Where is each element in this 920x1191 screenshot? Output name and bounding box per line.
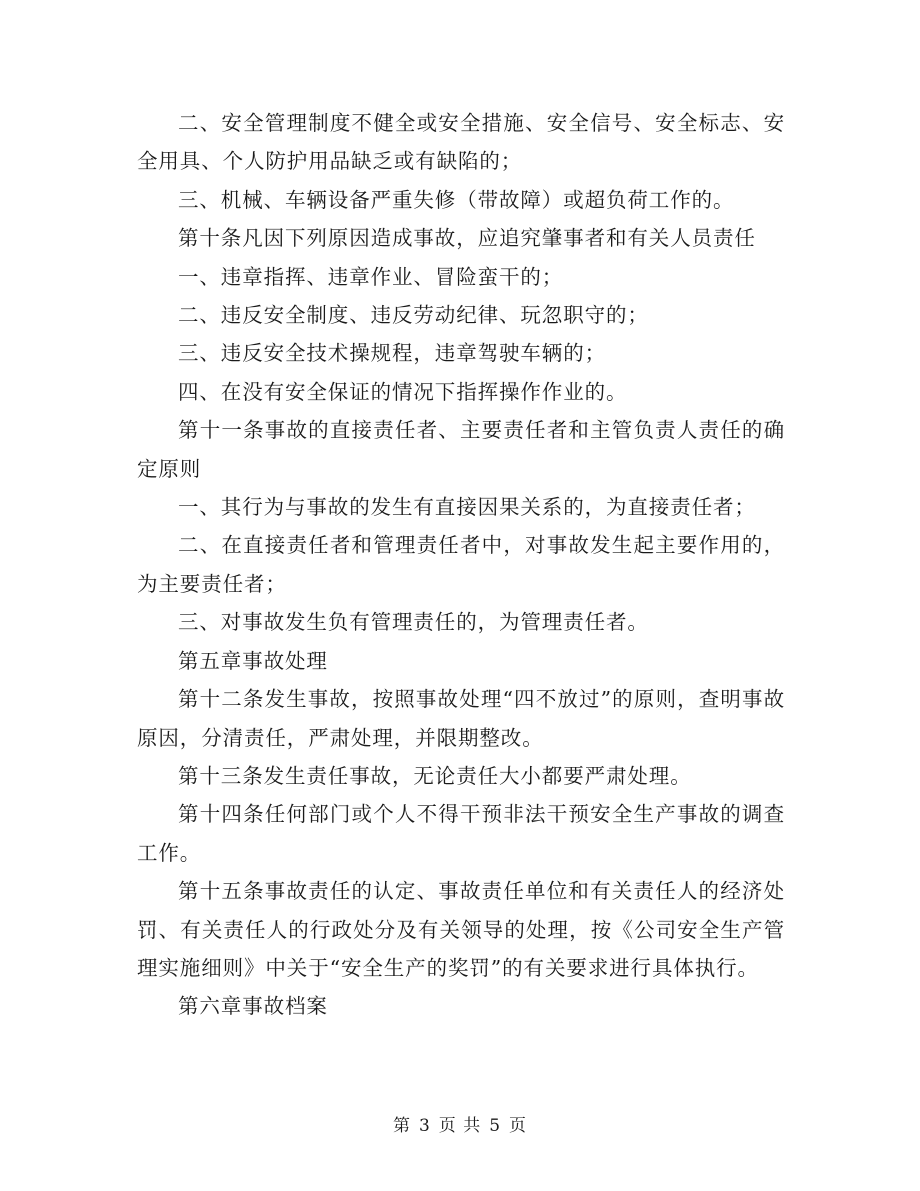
paragraph: 第十四条任何部门或个人不得干预非法干预安全生产事故的调查工作。 xyxy=(137,802,785,865)
paragraph: 第十二条发生事故，按照事故处理“四不放过”的原则，查明事故原因，分清责任，严肃处理，并限期整改。 xyxy=(137,687,785,750)
paragraph: 二、在直接责任者和管理责任者中，对事故发生起主要作用的，为主要责任者； xyxy=(137,533,785,596)
page-number-footer xyxy=(0,1111,920,1136)
paragraph: 第十五条事故责任的认定、事故责任单位和有关责任人的经济处罚、有关责任人的行政处分及有关领导的处理，按《公司安全生产管理实施细则》中关于“安全生产的奖罚”的有关要求进行具体执行。 xyxy=(137,879,785,980)
current-page-number: 3 xyxy=(418,1116,431,1136)
paragraph: 第十一条事故的直接责任者、主要责任者和主管负责人责任的确定原则 xyxy=(137,418,785,481)
paragraph: 二、违反安全制度、违反劳动纪律、玩忽职守的； xyxy=(178,303,649,328)
footer-suffix: 页 xyxy=(509,1116,528,1136)
paragraph: 三、违反安全技术操规程，违章驾驶车辆的； xyxy=(178,341,606,366)
chapter-heading: 第五章事故处理 xyxy=(178,648,328,673)
footer-prefix: 第 xyxy=(392,1116,411,1136)
chapter-heading: 第六章事故档案 xyxy=(178,994,328,1019)
paragraph: 一、违章指挥、违章作业、冒险蛮干的； xyxy=(178,264,564,289)
paragraph: 三、机械、车辆设备严重失修（带故障）或超负荷工作的。 xyxy=(178,187,735,212)
paragraph: 四、在没有安全保证的情况下指挥操作作业的。 xyxy=(178,379,628,404)
paragraph: 第十三条发生责任事故，无论责任大小都要严肃处理。 xyxy=(178,763,692,788)
document-body xyxy=(137,104,785,1026)
total-pages-number: 5 xyxy=(489,1116,502,1136)
paragraph: 二、安全管理制度不健全或安全措施、安全信号、安全标志、安全用具、个人防护用品缺乏或有缺陷的； xyxy=(137,111,785,174)
paragraph: 第十条凡因下列原因造成事故，应追究肇事者和有关人员责任 xyxy=(178,226,756,251)
paragraph: 一、其行为与事故的发生有直接因果关系的，为直接责任者； xyxy=(178,495,756,520)
paragraph: 三、对事故发生负有管理责任的，为管理责任者。 xyxy=(178,610,649,635)
footer-middle: 页 共 xyxy=(438,1116,482,1136)
